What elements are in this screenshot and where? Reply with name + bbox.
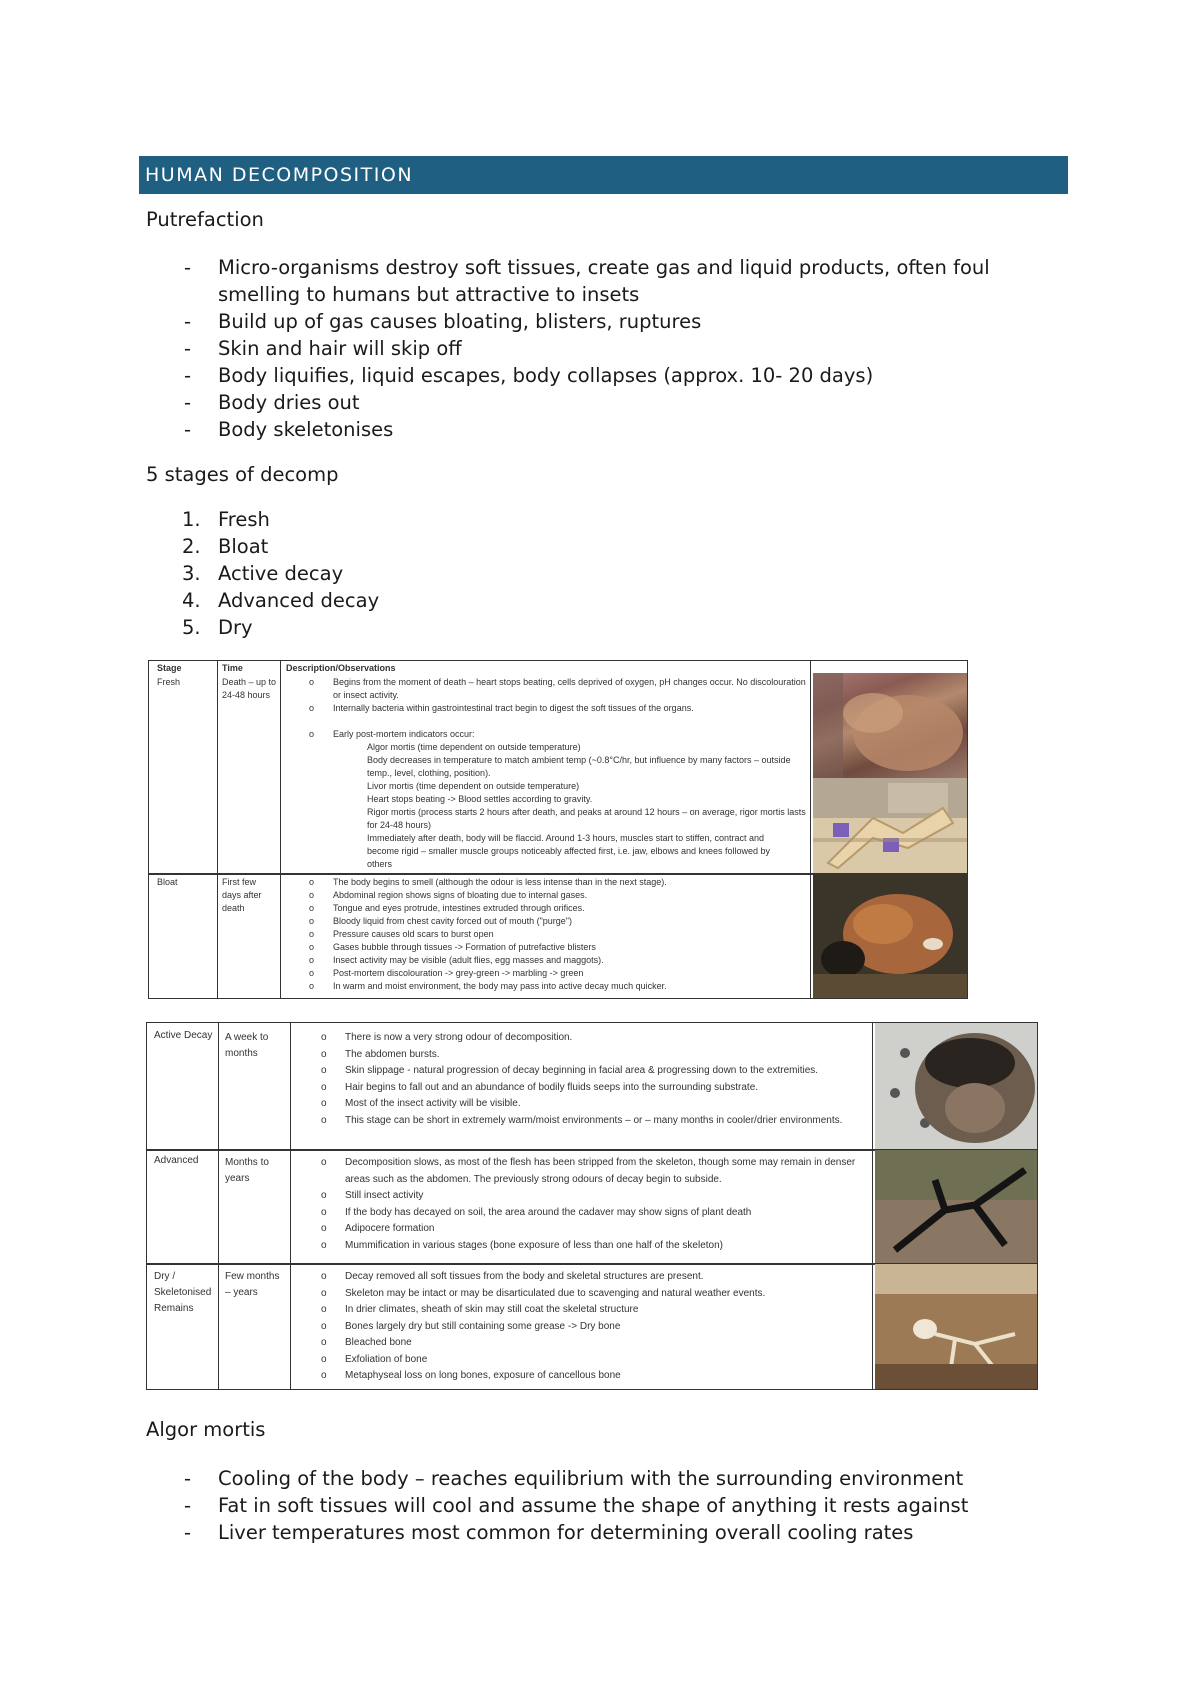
observation-text: Exfoliation of bone [345,1353,428,1365]
bloat-observations [309,876,667,993]
active-decay-photo-art [875,1023,1037,1149]
observation-text: There is now a very strong odour of decomposition. [345,1032,573,1043]
bullet-marker: o [321,1065,327,1076]
observation-item [309,715,806,728]
bullet-marker: o [321,1081,327,1093]
observation-item [321,1063,842,1080]
observation-text: Decay removed all soft tissues from the body and skeletal structures are present. [345,1271,704,1282]
list-item-text: smelling to humans but attractive to insets [218,283,640,306]
observation-item [321,1319,765,1336]
dash-marker: - [184,256,192,279]
observation-item [309,858,806,871]
observation-item [309,793,806,806]
observation-item [309,889,667,902]
observation-item [321,1352,765,1369]
algor-list [184,1465,968,1546]
time-bloat-3: death [222,903,245,913]
observation-item [321,1155,855,1172]
list-item [184,1465,968,1492]
bullet-marker: o [321,1271,327,1282]
observation-text: This stage can be short in extremely warm/moist environments – or – many months in cooler/drier environments. [345,1114,843,1126]
list-item [184,254,990,308]
stages-heading: 5 stages of decomp [146,463,339,486]
observation-item [321,1047,842,1064]
observation-text: If the body has decayed on soil, the area around the cadaver may show signs of plant death [345,1206,752,1218]
observation-text: Internally bacteria within gastrointestinal tract begin to digest the soft tissues of the organs. [333,703,694,713]
column-divider [218,1023,219,1389]
stage-number: 5. [182,616,201,639]
stage-dry-3: Remains [154,1303,194,1314]
bullet-marker: o [321,1114,327,1126]
putrefaction-heading: Putrefaction [146,208,264,231]
stage-item [184,533,379,560]
observation-text: Early post-mortem indicators occur: [333,729,475,739]
stage-dry-2: Skeletonised [154,1287,212,1298]
list-item-text: Body skeletonises [218,418,394,441]
observation-text: Bleached bone [345,1337,412,1348]
observation-item [321,1221,855,1238]
observation-item [309,676,806,689]
time-bloat-1: First few [222,877,257,887]
dash-marker: - [184,1494,192,1517]
time-dry-2: – years [225,1287,258,1298]
list-item [184,362,990,389]
observation-item [309,832,806,845]
stage-item [184,560,379,587]
header-description: Description/Observations [286,663,396,673]
observation-item [309,806,806,819]
observation-item [309,689,806,702]
stage-active-decay: Active Decay [154,1030,213,1041]
observation-item [309,967,667,980]
observation-text: Still insect activity [345,1190,424,1201]
bullet-marker: o [309,968,315,978]
column-divider [217,661,218,998]
list-item [184,335,990,362]
bullet-marker: o [321,1337,327,1348]
dry-observations [321,1269,765,1385]
bullet-marker: o [321,1370,327,1381]
observation-text: Bones largely dry but still containing some grease -> Dry bone [345,1320,621,1332]
observation-text: Mummification in various stages (bone exposure of less than one half of the skeleton) [345,1239,723,1251]
list-item [184,1492,968,1519]
bullet-marker: o [321,1098,327,1109]
bullet-marker: o [309,703,315,713]
stage-number: 4. [182,589,201,612]
time-fresh-2: 24-48 hours [222,690,271,700]
observation-text: areas such as the abdomen. The previously strong odours of decay begin to subside. [345,1173,722,1185]
stage-fresh: Fresh [157,677,181,687]
observation-text: Adipocere formation [345,1223,435,1234]
observation-item [321,1286,765,1303]
algor-heading: Algor mortis [146,1418,266,1441]
bullet-marker: o [321,1287,327,1299]
dash-marker: - [184,1467,192,1490]
time-active-2: months [225,1048,258,1059]
bullet-marker: o [309,942,315,952]
stages-list [184,506,379,641]
bullet-marker: o [321,1239,327,1251]
observation-item [309,741,806,754]
list-item-text: Body dries out [218,391,360,414]
bullet-marker: o [321,1304,327,1315]
stage-number: 3. [182,562,201,585]
observation-text: Algor mortis (time dependent on outside temperature) [367,742,581,752]
observation-item [321,1030,842,1047]
observation-item [321,1113,842,1130]
observation-text: Rigor mortis (process starts 2 hours after death, and peaks at around 12 hours – on average, rigor mortis lasts [367,807,806,817]
list-item [184,416,990,443]
bullet-marker: o [309,929,315,939]
bullet-marker: o [321,1206,327,1218]
list-item-text: Body liquifies, liquid escapes, body collapses (approx. 10- 20 days) [218,364,874,387]
list-item-text: Liver temperatures most common for determining overall cooling rates [218,1521,914,1544]
dash-marker: - [184,364,192,387]
observation-item [321,1269,765,1286]
header-time: Time [222,663,243,673]
observation-text: temp., level, clothing, position). [367,768,491,778]
stage-bloat: Bloat [157,877,178,887]
stage-label: Dry [218,616,253,639]
observation-item [321,1080,842,1097]
advanced-photo-art [875,1150,1037,1263]
list-item-text: Cooling of the body – reaches equilibrium with the surrounding environment [218,1467,964,1490]
observation-item [309,928,667,941]
observation-text: others [367,859,393,869]
observation-item [321,1302,765,1319]
observation-text: Most of the insect activity will be visible. [345,1098,521,1109]
list-item-text: Skin and hair will skip off [218,337,462,360]
observation-text: Hair begins to fall out and an abundance of bodily fluids seeps into the surrounding substrate. [345,1081,759,1093]
observation-item [309,845,806,858]
stage-dry-1: Dry / [154,1271,176,1282]
observation-text: Metaphyseal loss on long bones, exposure of cancellous bone [345,1370,621,1381]
active-decay-photo [875,1023,1037,1149]
list-item [184,308,990,335]
fresh-photo-1-art [813,673,967,778]
dash-marker: - [184,391,192,414]
observation-text: Pressure causes old scars to burst open [333,929,494,939]
observation-text: Tongue and eyes protrude, intestines extruded through orifices. [333,903,585,913]
fresh-photo-2-art [813,778,967,873]
observation-item [309,819,806,832]
fresh-photo-1 [813,673,967,778]
stage-item [184,614,379,641]
dry-photo [875,1264,1037,1389]
stage-item [184,506,379,533]
header-stage: Stage [157,663,182,673]
observation-text: In warm and moist environment, the body may pass into active decay much quicker. [333,981,667,991]
observation-text: The abdomen bursts. [345,1048,440,1060]
bullet-marker: o [309,955,315,965]
bullet-marker: o [321,1157,327,1168]
time-advanced-2: years [225,1173,250,1184]
observation-text: Heart stops beating -> Blood settles according to gravity. [367,794,593,804]
observation-text: Livor mortis (time dependent on outside temperature) [367,781,580,791]
dash-marker: - [184,337,192,360]
observation-item [309,980,667,993]
observation-text: Decomposition slows, as most of the flesh has been stripped from the skeleton, though some may remain in denser [345,1157,856,1168]
stage-advanced: Advanced [154,1155,199,1166]
observation-text: Post-mortem discolouration -> grey-green -> marbling -> green [333,968,584,978]
observation-text: Skeleton may be intact or may be disarticulated due to scavenging and natural weather events. [345,1287,766,1299]
observation-item [321,1172,855,1189]
stage-label: Advanced decay [218,589,380,612]
time-fresh-1: Death – up to [222,677,277,687]
fresh-photo-2 [813,778,967,873]
bullet-marker: o [321,1223,327,1234]
observation-text: Begins from the moment of death – heart stops beating, cells deprived of oxygen, pH changes occur. No discolouration [333,677,806,687]
observation-text: for 24-48 hours) [367,820,432,830]
observation-text: become rigid – smaller muscle groups noticeably affected first, i.e. jaw, elbows and knees followed by [367,846,771,856]
dash-marker: - [184,1521,192,1544]
time-active-1: A week to [225,1032,269,1043]
bloat-photo-art [813,874,967,998]
stage-number: 1. [182,508,201,531]
column-divider [290,1023,291,1389]
observation-item [309,780,806,793]
stage-number: 2. [182,535,201,558]
column-divider [810,661,811,998]
list-item-text: Fat in soft tissues will cool and assume the shape of anything it rests against [218,1494,969,1517]
bullet-marker: o [309,903,315,913]
dash-marker: - [184,310,192,333]
observation-item [321,1335,765,1352]
stage-label: Bloat [218,535,269,558]
observation-item [309,702,806,715]
decomposition-table-1 [148,660,968,999]
observation-item [321,1238,855,1255]
observation-text: In drier climates, sheath of skin may still coat the skeletal structure [345,1304,639,1315]
list-item [184,1519,968,1546]
list-item [184,389,990,416]
putrefaction-list [184,254,990,443]
observation-item [309,754,806,767]
observation-item [309,954,667,967]
dash-marker: - [184,418,192,441]
observation-item [309,876,667,889]
column-divider [280,661,281,998]
observation-text: Bloody liquid from chest cavity forced out of mouth ("purge") [333,916,573,926]
bullet-marker: o [321,1320,327,1332]
bullet-marker: o [309,677,315,687]
observation-item [321,1096,842,1113]
observation-item [309,902,667,915]
observation-text: The body begins to smell (although the odour is less intense than in the next stage). [333,877,667,887]
bullet-marker: o [321,1048,327,1060]
fresh-observations [309,676,806,871]
observation-item [321,1368,765,1385]
bloat-photo [813,874,967,998]
observation-item [309,767,806,780]
bullet-marker: o [321,1353,327,1365]
bullet-marker: o [309,890,315,900]
bullet-marker: o [309,877,315,887]
dry-photo-art [875,1264,1037,1389]
column-divider [872,1023,873,1389]
observation-text: Body decreases in temperature to match ambient temp (~0.8°C/hr, but influence by many factors – outside [367,755,791,765]
advanced-photo [875,1150,1037,1263]
bullet-marker: o [309,916,315,926]
bullet-marker: o [309,981,315,991]
stage-label: Active decay [218,562,344,585]
advanced-observations [321,1155,855,1254]
time-bloat-2: days after [222,890,262,900]
stage-item [184,587,379,614]
stage-label: Fresh [218,508,270,531]
observation-text: Skin slippage - natural progression of decay beginning in facial area & progressing down to the extremities. [345,1065,819,1076]
observation-item [309,941,667,954]
observation-text: Immediately after death, body will be flaccid. Around 1-3 hours, muscles start to stiffen, contract and [367,833,765,843]
observation-item [309,915,667,928]
decomposition-table-2 [146,1022,1038,1390]
observation-text: Gases bubble through tissues -> Formation of putrefactive blisters [333,942,596,952]
bullet-marker: o [321,1032,327,1043]
section-heading: HUMAN DECOMPOSITION [139,156,1068,194]
list-item-text: Micro-organisms destroy soft tissues, create gas and liquid products, often foul [218,256,990,279]
observation-text: or insect activity. [333,690,399,700]
list-item-text: Build up of gas causes bloating, blisters, ruptures [218,310,702,333]
observation-text: Insect activity may be visible (adult flies, egg masses and maggots). [333,955,604,965]
bullet-marker: o [309,729,315,739]
observation-text: Abdominal region shows signs of bloating due to internal gases. [333,890,588,900]
active-decay-observations [321,1030,842,1129]
bullet-marker: o [321,1190,327,1201]
observation-item [309,728,806,741]
observation-item [321,1188,855,1205]
time-advanced-1: Months to [225,1157,269,1168]
observation-item [321,1205,855,1222]
time-dry-1: Few months [225,1271,280,1282]
